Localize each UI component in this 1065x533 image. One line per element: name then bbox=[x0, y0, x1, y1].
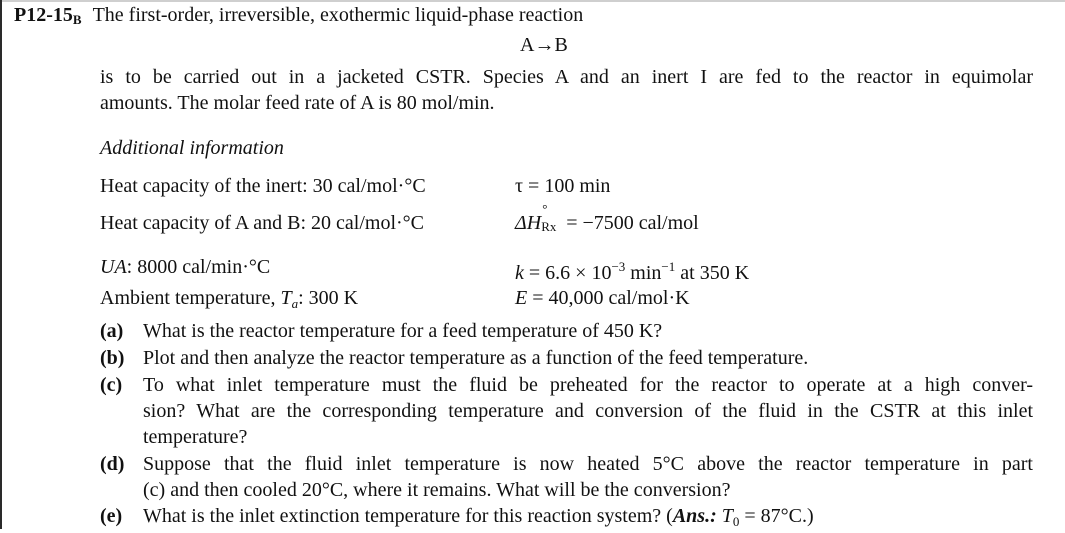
additional-info-heading: Additional information bbox=[100, 137, 284, 159]
activation-energy: E = 40,000 cal/mol·K bbox=[515, 287, 690, 309]
question-c-line-2: sion? What are the corresponding temperature and conversion of the fluid in the CSTR at this inlet bbox=[143, 400, 1033, 422]
problem-description-line-2: amounts. The molar feed rate of A is 80 mol/min. bbox=[100, 92, 495, 114]
question-a-label: (a) bbox=[100, 320, 124, 342]
answer-e: (Ans.: $T_0 = 87^\circ C$.) bbox=[666, 505, 814, 529]
ab-heat-capacity: Heat capacity of A and B: 20 cal/mol·°C bbox=[100, 212, 425, 234]
top-border bbox=[0, 0, 1065, 2]
ua-value: UA: 8000 cal/min·°C bbox=[100, 256, 271, 278]
question-b-text: Plot and then analyze the reactor temperature as a function of the feed temperature. bbox=[143, 347, 809, 369]
question-b-label: (b) bbox=[100, 347, 125, 369]
left-border bbox=[0, 0, 2, 529]
reaction-equation: A→B bbox=[520, 34, 568, 56]
problem-intro: The first-order, irreversible, exothermic liquid-phase reaction bbox=[92, 4, 584, 26]
question-c-line-1: To what inlet temperature must the fluid be preheated for the reactor to operate at a high conver- bbox=[143, 374, 1033, 396]
question-c-line-3: temperature? bbox=[143, 426, 248, 448]
problem-description-line-1: is to be carried out in a jacketed CSTR. Species A and an inert I are fed to the reactor in equimolar bbox=[100, 66, 1033, 88]
inert-heat-capacity: Heat capacity of the inert: 30 cal/mol·°C bbox=[100, 175, 426, 197]
problem-heading bbox=[14, 4, 583, 31]
rate-constant: $k = 6.6 \times 10^{-3}$ $\min^{-1}$ at 350 K bbox=[515, 259, 750, 284]
residence-time: τ = 100 min bbox=[515, 175, 611, 197]
question-d-label: (d) bbox=[100, 453, 125, 475]
question-e-text: What is the inlet extinction temperature for this reaction system? (Ans.: $T_0 = 87^\circ C$.) bbox=[143, 505, 814, 529]
question-d-line-1: Suppose that the fluid inlet temperature is now heated 5°C above the reactor temperature in part bbox=[143, 453, 1033, 475]
question-c-label: (c) bbox=[100, 374, 123, 396]
question-e-label: (e) bbox=[100, 505, 123, 527]
question-d-line-2: (c) and then cooled 20°C, where it remains. What will be the conversion? bbox=[143, 479, 731, 501]
ambient-temperature: Ambient temperature, $T_a$: 300 K bbox=[100, 287, 359, 311]
heat-of-reaction: ΔH ° Rx = −7500 cal/mol bbox=[515, 201, 699, 234]
question-a-text: What is the reactor temperature for a feed temperature of 450 K? bbox=[143, 320, 663, 342]
problem-number: $P12-15_B$ bbox=[14, 4, 82, 27]
